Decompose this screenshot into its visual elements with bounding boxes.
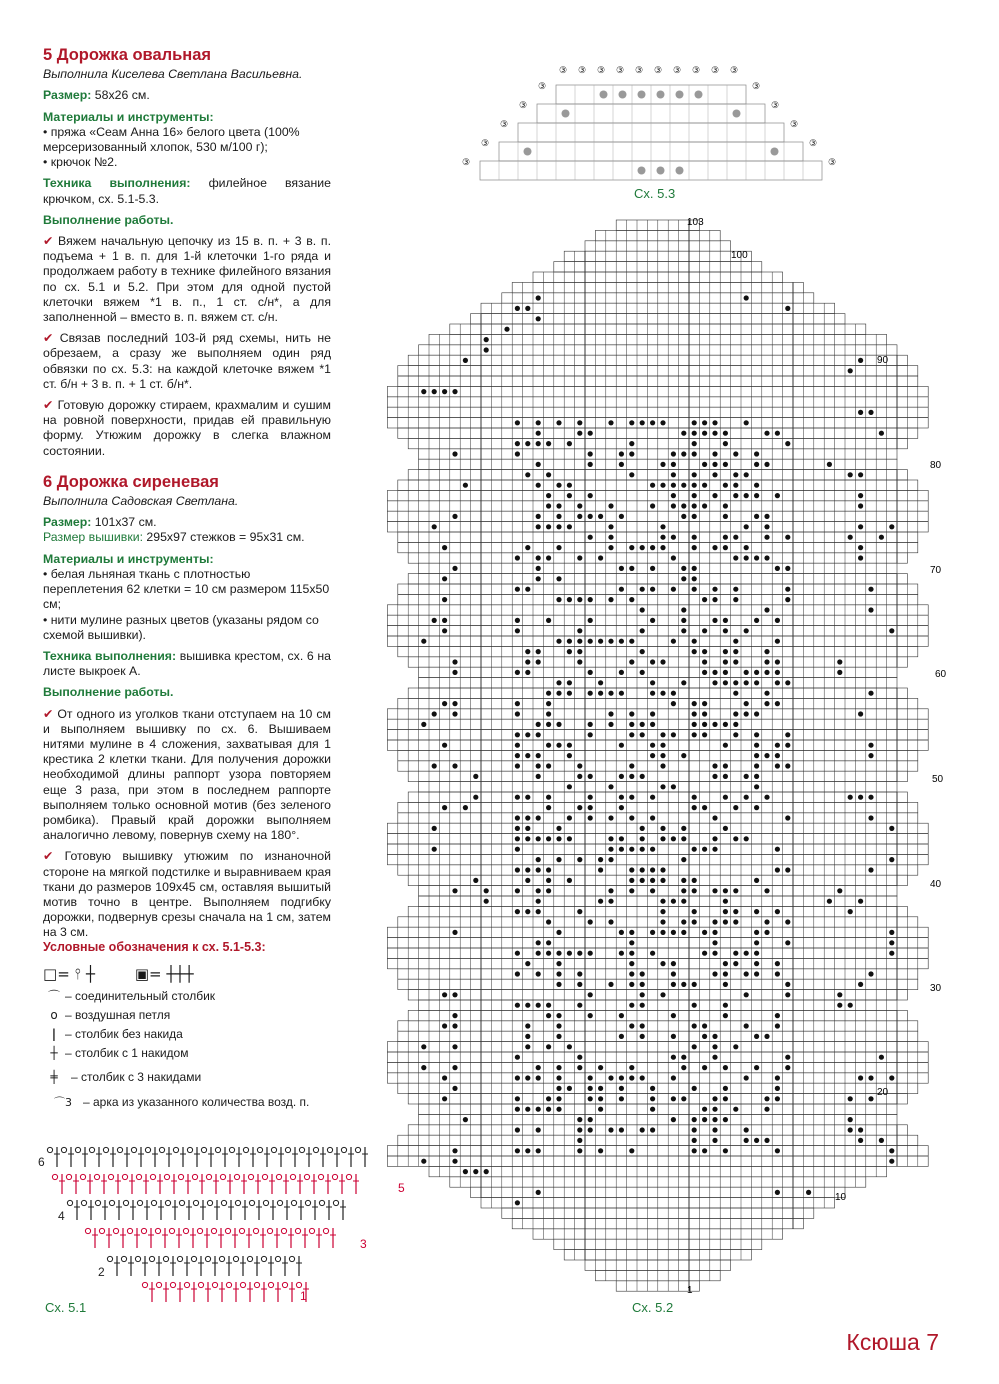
svg-text:③: ③: [790, 119, 799, 129]
double-crochet-icon: ┼: [50, 1045, 58, 1060]
page-footer: Ксюша 7: [846, 1329, 939, 1355]
svg-text:③: ③: [730, 65, 739, 75]
filled-square-icon: ▣: [134, 965, 150, 983]
svg-text:③: ③: [673, 65, 682, 75]
svg-text:③: ③: [500, 119, 509, 129]
chart-5-2-row-label: 90: [877, 355, 889, 366]
svg-text:③: ③: [481, 138, 490, 148]
section6-materials-label: Материалы и инструменты:: [43, 551, 214, 566]
legend: [43, 940, 343, 1111]
legend-empty-cell: □= ⫯ ┼: [43, 965, 95, 983]
section5-step: ✔ Связав последний 103-й ряд схемы, нить не обрезаем, а сразу же выполняем один ряд обвязки по сх. 5.3: на каждой клеточке вяжем *1 ст. б/н + 3 в. п. + 1 ст. б/н*.: [43, 331, 331, 391]
section5-work-label: Выполнение работы.: [43, 212, 174, 227]
svg-text:③: ③: [578, 65, 587, 75]
svg-text:③: ③: [692, 65, 701, 75]
slip-stitch-icon: ⌒: [47, 989, 60, 1003]
legend-cell-equivalents: [43, 962, 343, 986]
check-icon: ✔: [43, 398, 54, 413]
chart-5-2-row-label: 30: [930, 983, 942, 994]
chart-5-2-row-label: 100: [731, 250, 748, 261]
svg-text:③: ③: [771, 100, 780, 110]
chart-5-2-row-label: 10: [835, 1192, 847, 1203]
svg-text:③: ③: [828, 157, 837, 167]
check-icon: ✔: [43, 331, 54, 346]
empty-square-icon: □: [43, 965, 58, 983]
section6-technique: Техника выполнения: вышивка крестом, сх. 6 на листе выкроек А.: [43, 648, 331, 679]
chart-5-2-caption: Сх. 5.2: [632, 1300, 674, 1315]
chart-5-2-row-label: 70: [930, 565, 942, 576]
section5-title: 5 Дорожка овальная: [43, 46, 212, 64]
section6-title: 6 Дорожка сиреневая: [43, 472, 219, 491]
chain-stitch-icon: o: [50, 1007, 58, 1022]
chart-5-2-row-label: 80: [930, 460, 942, 471]
chart-5-3-caption: Сх. 5.3: [634, 186, 676, 201]
legend-item: ┼ – столбик с 1 накидом: [43, 1043, 343, 1062]
chart-5-2: [365, 210, 965, 1310]
section6-work-label: Выполнение работы.: [43, 685, 174, 700]
chart-5-1-row-label: 2: [98, 1265, 105, 1279]
section5-material-item: • крючок №2.: [43, 155, 331, 170]
chart-5-1: [30, 1145, 410, 1320]
chart-5-2-row-label: 60: [935, 669, 947, 680]
section5-size: Размер: 58х26 см.: [43, 88, 150, 103]
legend-item: ⌒ – соединительный столбик: [43, 986, 343, 1005]
legend-item: ⌒3 – арка из указанного количества возд. п.: [43, 1092, 343, 1111]
legend-item: o – воздушная петля: [43, 1005, 343, 1024]
svg-text:③: ③: [752, 81, 761, 91]
section5-step: ✔ Вяжем начальную цепочку из 15 в. п. + 3 в. п. подъема + 1 в. п. для 1-й клеточки 1-го ряда и продолжаем работу в технике филейного вязания по сх. 5.1 и 5.2. При этом для одной пустой клеточки вяжем *1 в. п., 1 ст. с/н*, а для заполненной – вместо в. п. вяжем ст. с/н.: [43, 234, 331, 325]
svg-text:③: ③: [519, 100, 528, 110]
section5-materials-label: Материалы и инструменты:: [43, 109, 214, 124]
chart-5-2-row-label: 103: [687, 217, 704, 228]
svg-text:③: ③: [635, 65, 644, 75]
single-crochet-icon: |: [51, 1026, 57, 1041]
chart-5-2-row-label: 20: [877, 1087, 889, 1098]
chart-5-2-row-label: 40: [930, 879, 942, 890]
chart-5-1-caption: Сх. 5.1: [45, 1300, 87, 1315]
svg-text:③: ③: [711, 65, 720, 75]
section5-author: Выполнила Киселева Светлана Васильевна.: [43, 67, 303, 82]
svg-text:③: ③: [616, 65, 625, 75]
section5-step: ✔ Готовую дорожку стираем, крахмалим и сушим на ровной поверхности, придав ей правильную форму. Утюжим дорожку в слегка влажном состоянии.: [43, 398, 331, 458]
svg-text:③: ③: [654, 65, 663, 75]
chart-5-3: [460, 45, 837, 185]
legend-item: | – столбик без накида: [43, 1024, 343, 1043]
chart-5-1-row-label: 4: [58, 1209, 65, 1223]
chart-5-2-row-label: 1: [687, 1285, 693, 1296]
chart-5-1-row-label: 6: [38, 1155, 45, 1169]
section6-step: ✔ От одного из уголков ткани отступаем на 10 см и выполняем вышивку по сх. 6. Вышиваем нитями мулине в 4 сложения, захватывая для 1 крестика 2 клетки ткани. Для получения дорожки необходимой длины раппорт узора повторяем еще 3 раза, при этом в последнем раппорте выполняем только основной мотив (без зеленого ромбика). Правый край дорожки выполняем аналогично левому, повернув схему на 180°.: [43, 706, 331, 843]
section6-material-item: • нити мулине разных цветов (указаны рядом со схемой вышивки).: [43, 613, 331, 643]
legend-item: ╪ – столбик с 3 накидами: [43, 1062, 343, 1092]
section6-embroidery-size: Размер вышивки: 295х97 стежков = 95х31 см.: [43, 530, 305, 545]
legend-filled-cell: ▣= ┼┼┼: [134, 965, 194, 983]
section5-material-item: • пряжа «Сеам Анна 16» белого цвета (100% мерсеризованный хлопок, 530 м/100 г);: [43, 125, 331, 155]
svg-text:③: ③: [809, 138, 818, 148]
chart-5-3-grid: [462, 65, 836, 180]
arch-icon: ⌒3: [54, 1095, 72, 1109]
svg-text:③: ③: [462, 157, 471, 167]
section6-author: Выполнила Садовская Светлана.: [43, 494, 239, 509]
svg-text:③: ③: [559, 65, 568, 75]
chart-5-2-row-label: 50: [932, 774, 944, 785]
check-icon: ✔: [43, 234, 54, 249]
check-icon: ✔: [43, 706, 54, 721]
chart-5-1-row-label: 3: [360, 1237, 367, 1251]
section6-step: ✔ Готовую вышивку утюжим по изнаночной стороне на мягкой подстилке и выравниваем края ткани до размеров 109х45 см, оставляя вышитый мотив точно в центре. Выполняем подгибку дорожки, подвернув срезы сначала на 1 см, затем на 3 см.: [43, 849, 331, 940]
legend-title: Условные обозначения к сх. 5.1-5.3:: [43, 940, 266, 954]
chart-5-2-grid: [387, 220, 928, 1291]
svg-text:③: ③: [538, 81, 547, 91]
section6-size: Размер: 101х37 см.: [43, 515, 157, 530]
text-column: [43, 48, 331, 941]
section6-material-item: • белая льняная ткань с плотностью переплетения 62 клетки = 10 см размером 115х50 см;: [43, 567, 331, 613]
svg-text:③: ③: [597, 65, 606, 75]
chart-5-1-row-label: 1: [300, 1289, 307, 1303]
section5-technique: Техника выполнения: филейное вязание крючком, сх. 5.1-5.3.: [43, 176, 332, 206]
triple-treble-icon: ╪: [50, 1070, 58, 1084]
chart-5-1-stitches: [47, 1147, 368, 1302]
check-icon: ✔: [43, 849, 54, 864]
chart-5-1-row-label: 5: [398, 1181, 405, 1195]
